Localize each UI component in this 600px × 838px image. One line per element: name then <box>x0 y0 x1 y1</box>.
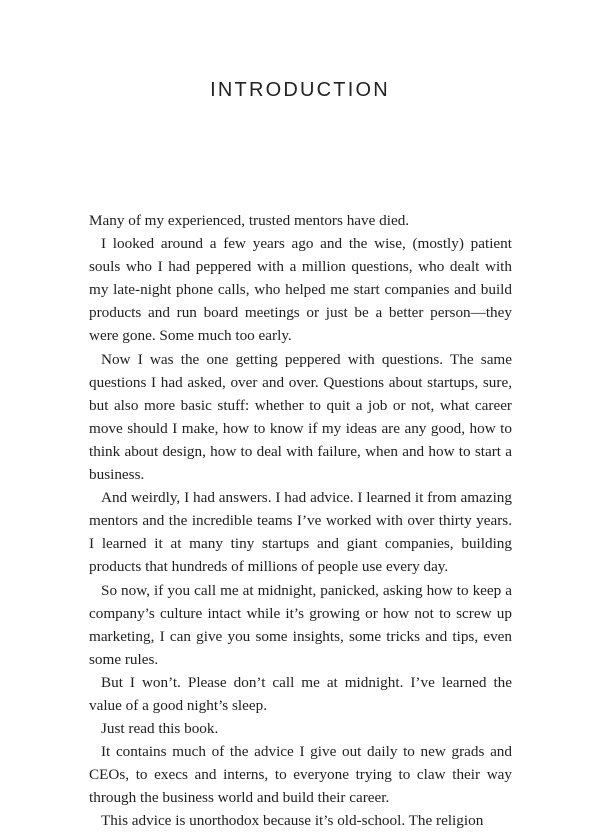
paragraph: Many of my experienced, trusted mentors have died. <box>89 212 410 229</box>
paragraph: But I won’t. Please don’t call me at midnight. I’ve learned the value of a good night’s sleep. <box>89 673 512 714</box>
paragraph: Just read this book. <box>101 720 219 738</box>
paragraph: So now, if you call me at midnight, panicked, asking how to keep a company’s culture intact while it’s growing or how not to screw up marketing, I can give you some insights, some tricks and tips, even some rules. <box>89 581 512 668</box>
paragraph: I looked around a few years ago and the wise, (mostly) patient souls who I had peppered with a million questions, who dealt with my late-night phone calls, who helped me start companies and build products and run board meetings or just be a better person—they were gone. Some much too early. <box>89 235 512 345</box>
paragraph: Now I was the one getting peppered with questions. The same questions I had asked, over and over. Questions about startups, sure, but also more basic stuff: whether to quit a job or not, what career move should I make, how to know if my ideas are any good, how to think about design, how to deal with failure, when and how to start a business. <box>89 350 512 484</box>
paragraph: And weirdly, I had answers. I had advice. I learned it from amazing mentors and the incredible teams I’ve worked with over thirty years. I learned it at many tiny startups and giant companies, building products that hundreds of millions of people use every day. <box>89 489 512 576</box>
paragraph: It contains much of the advice I give out daily to new grads and CEOs, to execs and interns, to everyone trying to claw their way through the business world and build their career. <box>89 743 512 807</box>
paragraph: This advice is unorthodox because it’s old-school. The religion <box>101 812 484 830</box>
chapter-body <box>89 209 512 833</box>
chapter-title: INTRODUCTION <box>210 79 390 101</box>
